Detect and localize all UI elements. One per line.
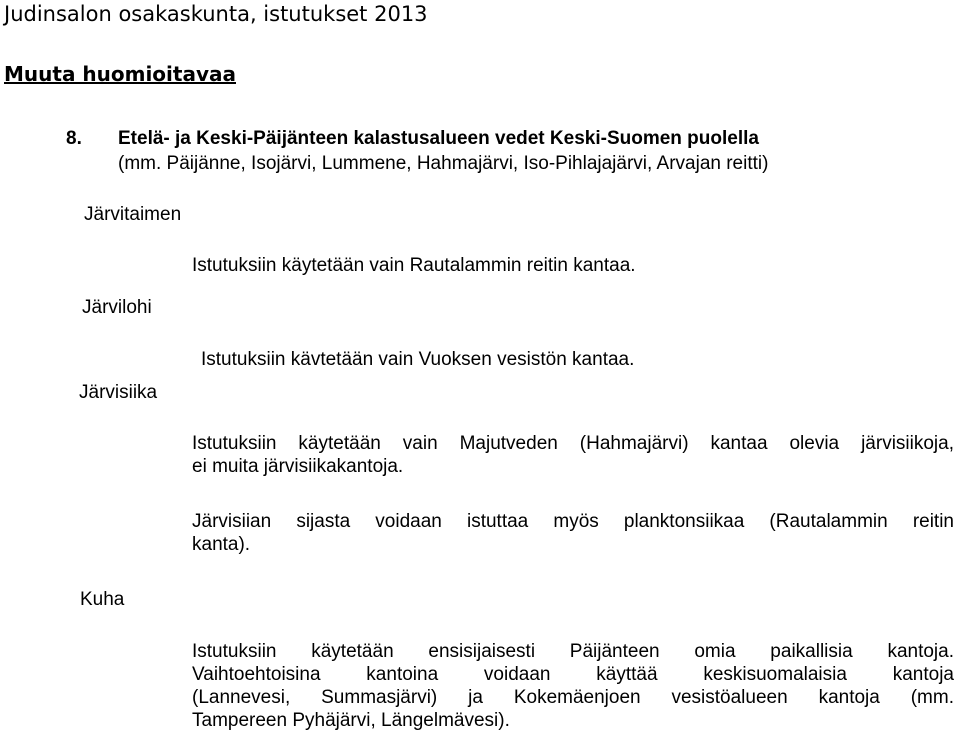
section-title: Etelä- ja Keski-Päijänteen kalastusalueen vedet Keski-Suomen puolella xyxy=(118,128,759,149)
note-line: (Lannevesi, Summasjärvi) ja Kokemäenjoen vesistöalueen kantoja (mm. xyxy=(192,687,954,708)
note-line: Järvisiian sijasta voidaan istuttaa myös planktonsiikaa (Rautalammin reitin xyxy=(192,511,954,532)
note-line: ei muita järvisiikakantoja. xyxy=(192,456,404,477)
note-jarvilohi: Istutuksiin kävtetään vain Vuoksen vesistön kantaa. xyxy=(201,349,635,370)
species-label-jarvilohi: Järvilohi xyxy=(82,297,152,318)
note-jarvisiika-1 xyxy=(192,432,954,478)
species-label-jarvitaimen: Järvitaimen xyxy=(84,204,182,225)
note-line: Istutuksiin käytetään ensisijaisesti Päijänteen omia paikallisia kantoja. xyxy=(192,641,954,662)
note-line: Vaihtoehtoisina kantoina voidaan käyttää keskisuomalaisia kantoja xyxy=(192,664,954,685)
note-line: Tampereen Pyhäjärvi, Längelmävesi). xyxy=(192,710,510,731)
section-subtitle: (mm. Päijänne, Isojärvi, Lummene, Hahmajärvi, Iso-Pihlajajärvi, Arvajan reitti) xyxy=(118,153,769,174)
page-title: Judinsalon osakaskunta, istutukset 2013 xyxy=(4,2,428,26)
note-jarvitaimen: Istutuksiin käytetään vain Rautalammin reitin kantaa. xyxy=(192,255,636,276)
note-line: kanta). xyxy=(192,534,251,555)
note-jarvisiika-2 xyxy=(192,510,954,556)
section-number: 8. xyxy=(66,128,82,149)
species-label-jarvisiika: Järvisiika xyxy=(79,382,158,403)
page-subtitle: Muuta huomioitavaa xyxy=(4,62,236,86)
note-line: Istutuksiin käytetään vain Majutveden (Hahmajärvi) kantaa olevia järvisiikoja, xyxy=(192,433,954,454)
species-label-kuha: Kuha xyxy=(80,589,125,610)
note-kuha xyxy=(192,640,954,732)
